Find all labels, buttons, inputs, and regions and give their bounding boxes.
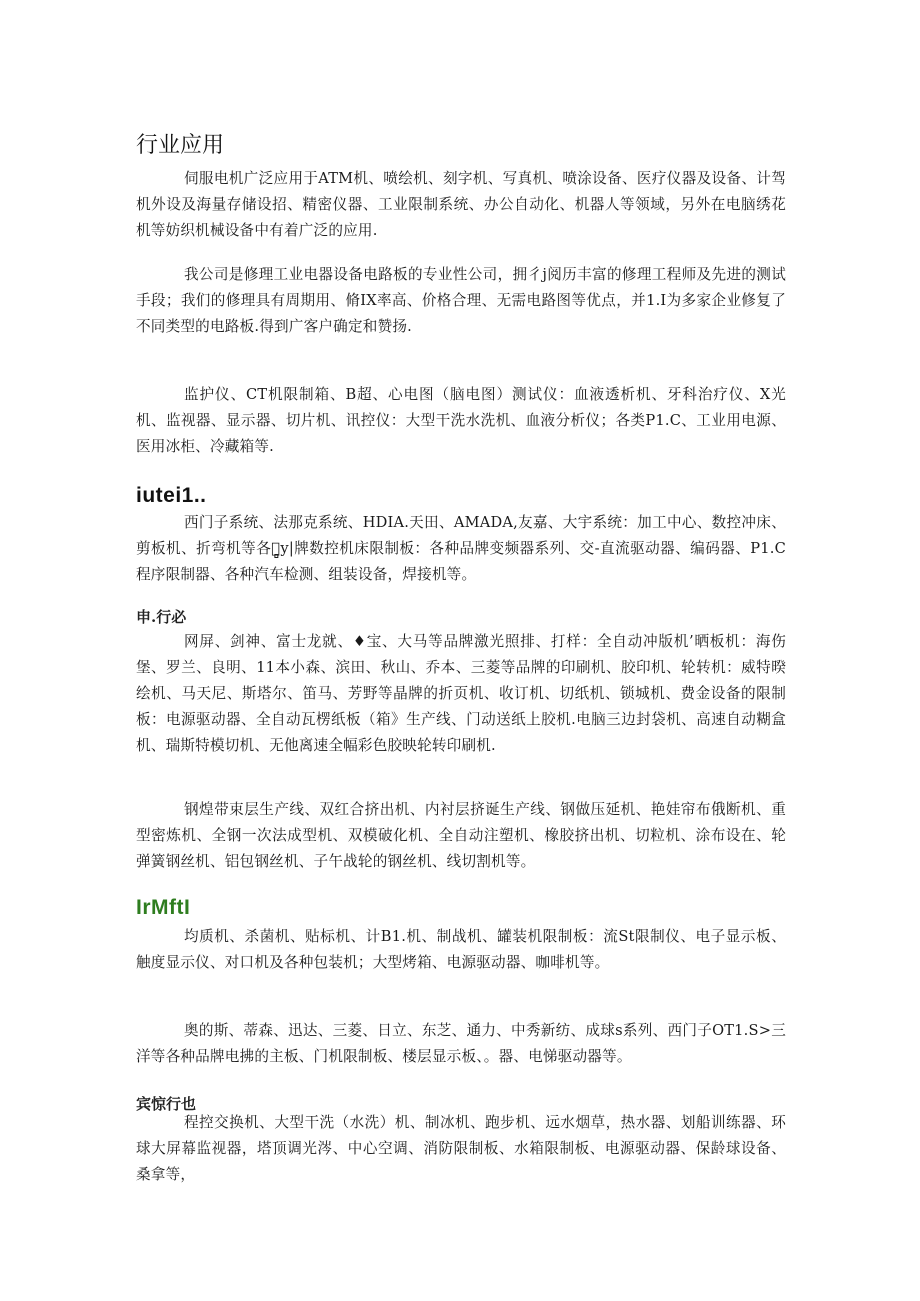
section-heading-hotel: 宾惊行也 xyxy=(136,1095,197,1113)
company-paragraph: 我公司是修理工业电器设备电路板的专业性公司，拥彳j阅历丰富的修理工程师及先进的测试手段；我们的修理具有周期用、脩IX率高、价格合理、无需电路图等优点，并1.I为多家企业修复了不同类型的电路板.得到广客户确定和赞扬. xyxy=(136,266,786,335)
page-title: 行业应用 xyxy=(136,133,225,158)
section-text-printing: 网屏、剑神、富士龙就、♦宝、大马等品牌激光照排、打样：全自动冲版机’晒板机：海伤堡、罗兰、良明、11本小森、滨田、秋山、乔本、三菱等品牌的印刷机、胶印机、轮转机：威特暌绘机、马天尼、斯塔尔、笛马、芳野等晶牌的折页机、收订机、切纸机、锁城机、费金设备的限制板：电源驱动器、全自动瓦楞纸板（箱》生产线、门动送纸上胶机.电脑三边封袋机、高速自动糊盒机、瑞斯特模切机、无他离速全幅彩色胶映轮转印刷机. xyxy=(136,633,786,754)
section-heading-food: IrMftI xyxy=(136,896,191,919)
section-text-elevator: 奥的斯、蒂森、迅达、三菱、日立、东芝、通力、中秀新纺、成球s系列、西门子OT1.S>三洋等各种品牌电拂的主板、门机限制板、楼层显示板、。器、电悌驱动器等。 xyxy=(136,1022,786,1065)
section-text-hotel: 程控交换机、大型干洗（水洗）机、制冰机、跑步机、远水烟草，热水器、划船训练器、环球大屏幕监视器，塔顶调光涔、中心空调、消防限制板、水箱限制板、电源驱动器、保龄球设备、桑拿等， xyxy=(136,1114,786,1183)
section-text-food: 均质机、杀菌机、贴标机、计B1.机、制战机、罐装机限制板：流St限制仪、电子显示板、触度显示仪、对口机及各种包装机；大型烤箱、电源驱动器、咖啡机等。 xyxy=(136,928,786,971)
section-heading-cnc: iutei1.. xyxy=(136,484,207,507)
section-text-tire: 钢煌带束层生产线、双红合挤出机、内衬层挤诞生产线、钢做压延机、艳娃帘布俄断机、重型密炼机、全钢一次法成型机、双模破化机、全自动注塑机、橡胶挤出机、切粒机、涂布设在、轮弹簧钢丝机、铝包钢丝机、子午战轮的钢丝机、线切割机等。 xyxy=(136,801,786,870)
intro-paragraph: 伺服电机广泛应用于ATM机、喷绘机、刻字机、写真机、喷涂设备、医疗仪器及设备、计驾机外设及海量存储设招、精密仪器、工业限制系统、办公自动化、机器人等领域，另外在电脑绣花机等妨织机械设备中有着广泛的应用. xyxy=(136,170,786,239)
section-text-cnc: 西门子系统、法那克系统、HDIA.天田、AMADA,友嘉、大宇系统：加工中心、数控冲床、剪板机、折弯机等各种̻y|牌数控机床限制板：各种品牌变频器系列、交-直流驱动器、编码器、P1.C程序限制器、各种汽车检测、组装设备，焊接机等。 xyxy=(136,514,786,583)
medical-paragraph: 监护仪、CT机限制箱、B超、心电图（脑电图）测试仪：血液透析机、牙科治疗仪、X光机、监视器、显示器、切片机、讯控仪：大型干洗水洗机、血液分析仪；各类P1.C、工业用电源、医用冰柜、冷藏箱等. xyxy=(136,386,786,455)
section-heading-printing: 申.行必 xyxy=(136,608,187,626)
